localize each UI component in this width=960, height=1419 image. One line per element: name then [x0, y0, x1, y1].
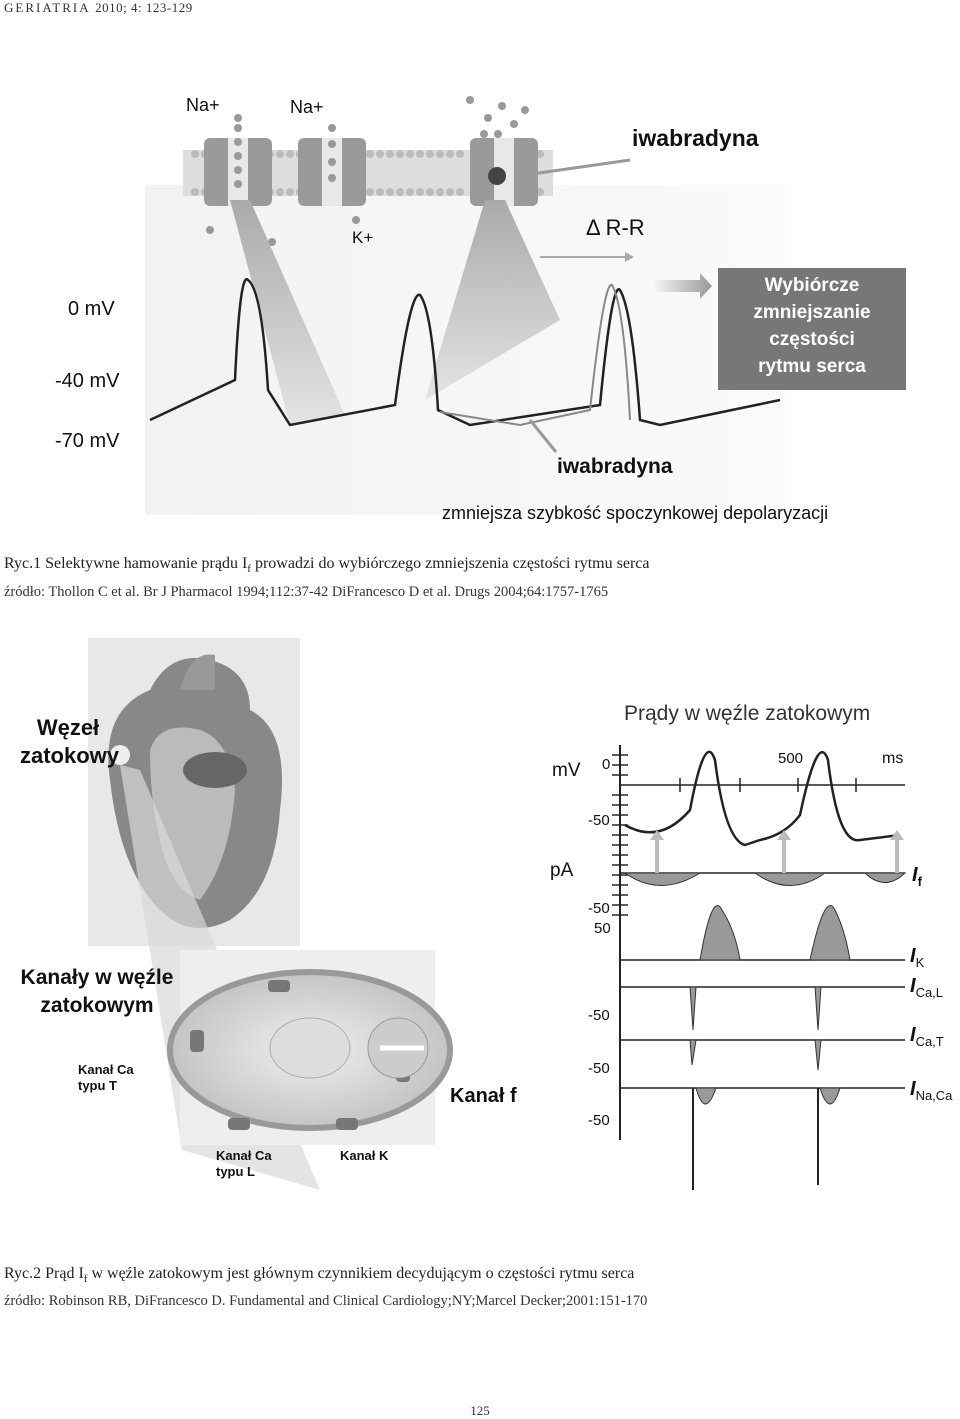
tick-m50-icat: -50 [588, 1060, 610, 1077]
if-main: I [912, 864, 918, 886]
tick-m50-if: -50 [588, 900, 610, 917]
channels-label-line-1: Kanały w węźle [20, 966, 174, 989]
inaca-main: I [910, 1078, 916, 1100]
figure-2-caption [4, 1264, 634, 1289]
tick-500: 500 [778, 750, 804, 767]
if-sub: f [917, 874, 922, 889]
result-line-3: częstości [769, 329, 855, 350]
result-line-2: zmniejszanie [753, 302, 871, 323]
currents-chart [612, 745, 905, 1140]
caption-2-rest: w węźle zatokowym jest głównym czynnikiem decydującym o częstości rytmu serca [87, 1265, 635, 1282]
ion-channel-2 [298, 138, 366, 206]
current-label-icat [910, 1024, 944, 1049]
inaca-waveform-2 [820, 1088, 840, 1104]
channels-label [18, 964, 176, 1020]
ik-waveform-2 [810, 906, 850, 960]
figure-2-source: źródło: Robinson RB, DiFrancesco D. Fundamental and Clinical Cardiology;NY;Marcel Decker;2001:151-170 [4, 1293, 648, 1309]
icat-sub: Ca,T [915, 1034, 944, 1049]
ical-sub: Ca,L [915, 985, 944, 1000]
delta-rr-label: Δ R-R [586, 215, 645, 240]
drug-label-top: iwabradyna [632, 125, 759, 151]
page-number: 125 [470, 1403, 490, 1418]
icat-main: I [910, 1024, 916, 1046]
up-arrows [650, 830, 904, 873]
ical-spike-2 [815, 987, 821, 1030]
if-waveform-1 [625, 873, 700, 886]
result-line-1: Wybiórcze [764, 275, 860, 296]
inaca-spikes [693, 1088, 818, 1190]
unit-pa: pA [550, 860, 574, 881]
result-box [718, 268, 906, 390]
if-waveform-2 [755, 873, 825, 886]
current-label-inaca [910, 1078, 952, 1103]
ca-l-line-1: Kanał Ca [216, 1148, 272, 1163]
current-label-ical [910, 975, 943, 1000]
currents-title: Prądy w węźle zatokowym [624, 702, 871, 725]
voltage-40-label: -40 mV [55, 370, 120, 392]
journal-name: GERIATRIA [4, 0, 90, 15]
unit-ms: ms [882, 750, 904, 767]
node-label-line-1: Węzeł [36, 715, 100, 740]
figure-1-source: źródło: Thollon C et al. Br J Pharmacol 1994;112:37-42 DiFrancesco D et al. Drugs 2004;64:1757-1765 [4, 584, 609, 600]
journal-header [4, 0, 193, 16]
cell-nucleus [270, 1018, 350, 1078]
inaca-sub: Na,Ca [915, 1088, 953, 1103]
drug-effect-label: zmniejsza szybkość spoczynkowej depolaryzacji [442, 503, 829, 523]
voltage-70-label: -70 mV [55, 430, 120, 452]
journal-volume: 2010; 4: 123-129 [95, 0, 193, 15]
figure-1-caption [4, 554, 649, 579]
icat-spike-1 [690, 1040, 696, 1065]
caption-1-text: Ryc.1 Selektywne hamowanie prądu I [4, 555, 248, 572]
ion-na-label-2: Na+ [290, 97, 324, 117]
inaca-waveform-1 [696, 1088, 716, 1104]
k-channel-label: Kanał K [340, 1148, 389, 1163]
caption-2-sub: f [83, 1273, 88, 1286]
current-waveforms [625, 873, 905, 1104]
sinus-action-potential [625, 752, 900, 845]
unit-mv: mV [552, 760, 581, 781]
tick-m50-inaca: -50 [588, 1112, 610, 1129]
result-line-4: rytmu serca [758, 356, 866, 377]
channels-label-line-2: zatokowym [40, 994, 154, 1017]
ik-sub: K [915, 955, 925, 970]
ion-k-label: K+ [352, 228, 374, 247]
if-waveform-3 [865, 873, 905, 883]
voltage-0-label: 0 mV [68, 298, 115, 320]
ik-waveform-1 [700, 906, 740, 960]
tick-50-ik: 50 [594, 920, 611, 937]
ca-l-line-2: typu L [216, 1164, 255, 1179]
icat-spike-2 [815, 1040, 821, 1070]
ca-t-channel-label [78, 1062, 134, 1094]
ical-main: I [910, 975, 916, 997]
node-label [20, 714, 120, 770]
ca-t-line-2: typu T [78, 1078, 117, 1093]
caption-1-sub: f [247, 563, 251, 576]
ion-channel-3-blocked [470, 138, 538, 206]
node-label-line-2: zatokowy [20, 743, 120, 768]
tick-m50-ical: -50 [588, 1007, 610, 1024]
ion-na-label-1: Na+ [186, 95, 220, 115]
ik-main: I [910, 945, 916, 967]
ical-spike-1 [690, 987, 696, 1030]
caption-1-rest: prowadzi do wybiórczego zmniejszenia częstości rytmu serca [250, 555, 650, 572]
drug-label-bottom: iwabradyna [557, 455, 673, 478]
caption-2-text: Ryc.2 Prąd I [4, 1265, 84, 1282]
current-label-ik [910, 945, 924, 970]
tick-0: 0 [602, 756, 611, 773]
current-label-if [912, 864, 922, 889]
tick-m50-mv: -50 [588, 812, 610, 829]
ca-l-channel-label [216, 1148, 272, 1180]
f-channel-label: Kanał f [450, 1085, 517, 1107]
ca-t-line-1: Kanał Ca [78, 1062, 134, 1077]
